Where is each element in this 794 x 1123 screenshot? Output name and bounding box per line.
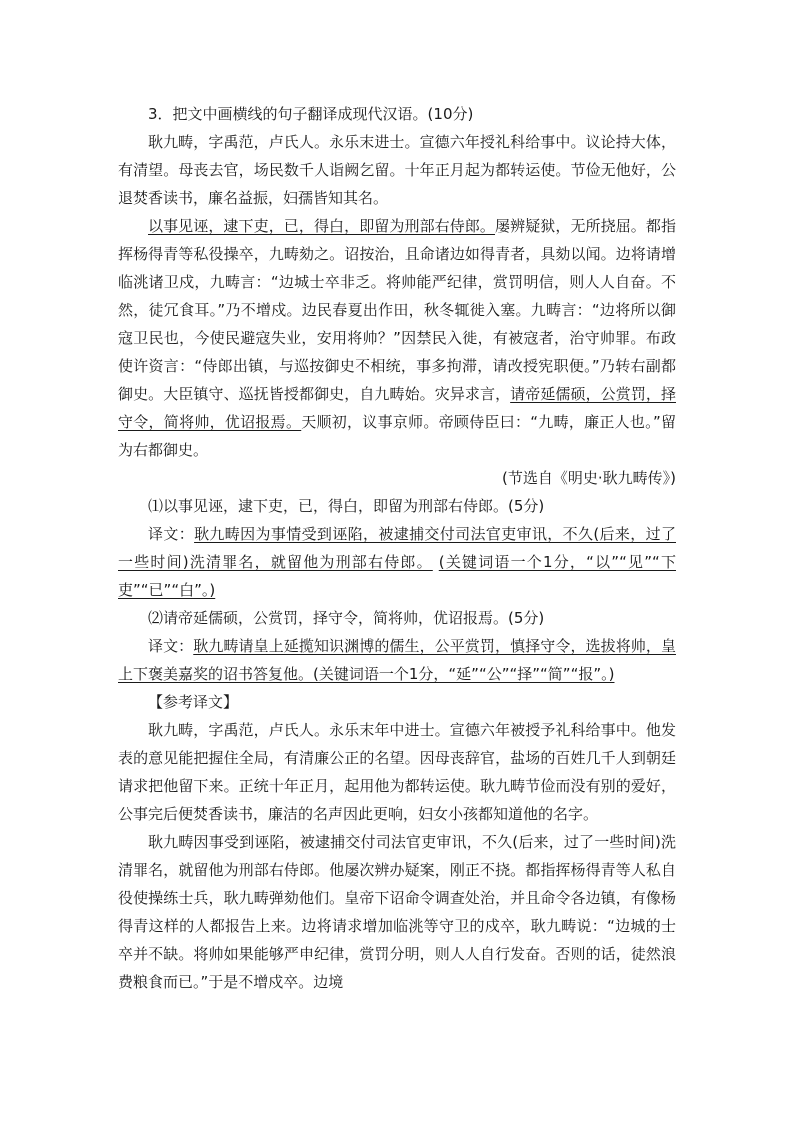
- passage-paragraph-1: 耿九畴，字禹范，卢氏人。永乐末进士。宣德六年授礼科给事中。议论持大体，有清望。母丧去官，场民数千人诣阙乞留。十年正月起为都转运使。节俭无他好，公退焚香读书，廉名益振，妇孺皆知其名。: [118, 133, 676, 207]
- underlined-sentence-1: 以事见诬，逮下吏，已，得白，即留为刑部右侍郎。: [148, 217, 496, 235]
- answer-1-note: (关键词语一个1分，“以”“见”“下吏”“已”“白”。): [118, 553, 676, 599]
- passage-paragraph-2: [118, 212, 676, 464]
- passage-paragraph-2-end: 天顺初，议事京师。帝顾侍臣曰：“九畴，廉正人也。”留为右都御史。: [118, 413, 676, 459]
- document-content: [118, 100, 676, 996]
- answer-2-note: (关键词语一个1分，“延”“公”“择”“简”“报”。): [313, 665, 615, 683]
- reference-heading: 【参考译文】: [148, 693, 239, 711]
- passage-paragraph-2-middle: 屡辨疑狱，无所挠屈。都指挥杨得青等私役操卒，九畴劾之。诏按治，且命诸边如得青者，具劾以闻。边将请增临洮诸卫戍，九畴言：“边城士卒非乏。将帅能严纪律，赏罚明信，则人人自奋。不然，徒冗食耳。”乃不增戍。边民春夏出作田，秋冬辄徙入塞。九畴言：“边将所以御寇卫民也，今使民避寇失业，安用将帅？”因禁民入徙，有被寇者，治守帅罪。布政使许资言：“侍郎出镇，与巡按御史不相统，事多拘滞，请改授宪职便。”乃转右副都御史。大臣镇守、巡抚皆授都御史，自九畴始。灾异求言，: [118, 217, 676, 403]
- answer-2-translation: [118, 632, 676, 688]
- reference-paragraph-1: 耿九畴，字禹范，卢氏人。永乐末年中进士。宣德六年被授予礼科给事中。他发表的意见能把握住全局，有清廉公正的名望。因母丧辞官，盐场的百姓几千人到朝廷请求把他留下来。正统十年正月，起用他为都转运使。耿九畴节俭而没有别的爱好，公事完后便焚香读书，廉洁的名声因此更响，妇女小孩都知道他的名字。: [118, 721, 676, 823]
- answer-1-prompt: ⑴以事见诬，逮下吏，已，得白，即留为刑部右侍郎。(5分): [148, 497, 545, 515]
- passage-source: (节选自《明史·耿九畴传》): [502, 469, 676, 487]
- answer-1-text: 耿九畴因为事情受到诬陷，被逮捕交付司法官吏审讯，不久(后来，过了一些时间)洗清罪名，就留他为刑部右侍郎。: [118, 525, 676, 571]
- reference-paragraph-2: 耿九畴因事受到诬陷，被逮捕交付司法官吏审讯，不久(后来，过了一些时间)洗清罪名，就留他为刑部右侍郎。他屡次辨办疑案，刚正不挠。都指挥杨得青等人私自役使操练士兵，耿九畴弹劾他们。皇帝下诏命令调查处治，并且命令各边镇，有像杨得青这样的人都报告上来。边将请求增加临洮等守卫的戍卒，耿九畴说：“边城的士卒并不缺。将帅如果能够严申纪律，赏罚分明，则人人自行发奋。否则的话，徒然浪费粮食而已。”于是不增戍卒。边境: [118, 833, 676, 991]
- answer-1-label: 译文：: [148, 525, 195, 543]
- question-title: 3．把文中画横线的句子翻译成现代汉语。(10分): [148, 105, 474, 123]
- underlined-sentence-2: 请帝延儒硕，公赏罚，择守令，简将帅，优诏报焉。: [118, 385, 676, 431]
- answer-1-translation: [118, 520, 676, 604]
- answer-2-prompt: ⑵请帝延儒硕，公赏罚，择守令，简将帅，优诏报焉。(5分): [148, 609, 545, 627]
- answer-2-text: 耿九畴请皇上延揽知识渊博的儒生，公平赏罚，慎择守令，选拔将帅，皇上下褒美嘉奖的诏书答复他。: [118, 637, 676, 683]
- answer-2-label: 译文：: [148, 637, 194, 655]
